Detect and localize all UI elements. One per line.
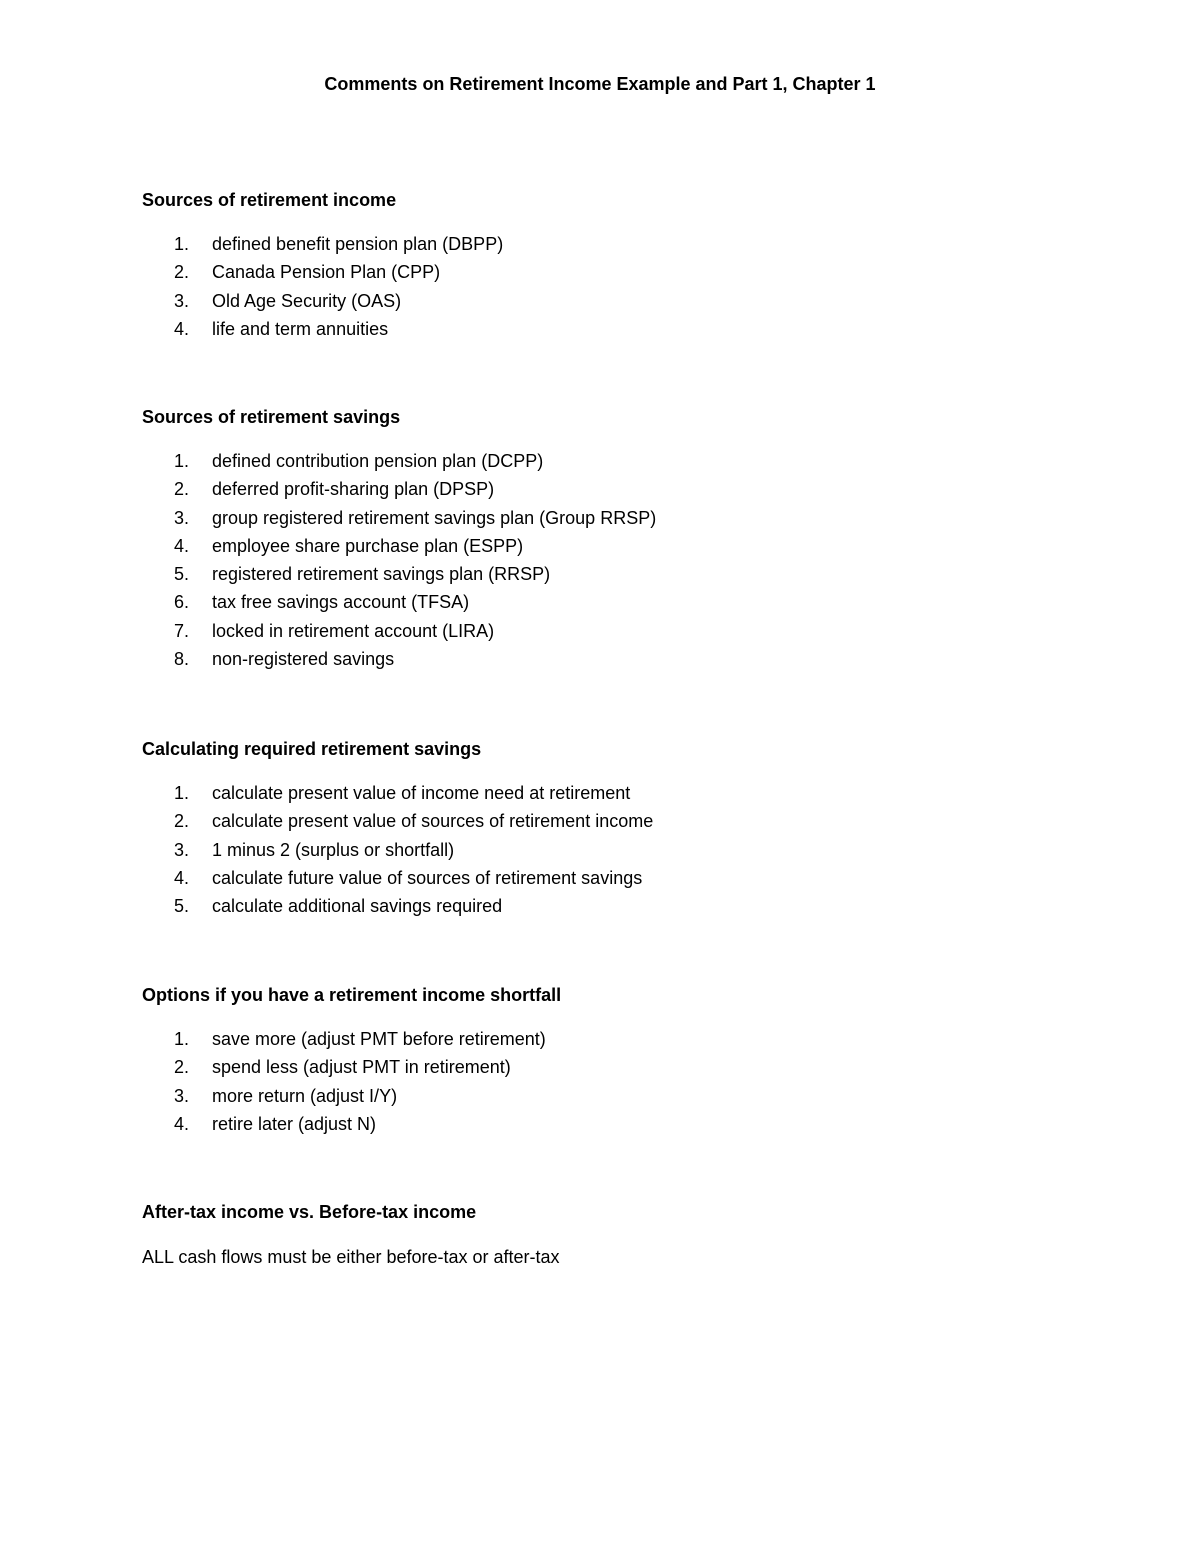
- list-item: [142, 781, 1102, 809]
- list-number: 3.: [174, 507, 190, 528]
- list-item: [142, 1084, 1102, 1112]
- list-text: more return (adjust I/Y): [212, 1085, 398, 1106]
- list-text: locked in retirement account (LIRA): [212, 620, 495, 641]
- list-number: 1.: [174, 1029, 190, 1049]
- list-text: Canada Pension Plan (CPP): [212, 262, 441, 283]
- section-retirement-income: [142, 188, 1102, 345]
- document-title: Comments on Retirement Income Example and Part 1, Chapter 1: [324, 74, 876, 94]
- list-item: [142, 894, 1102, 922]
- list-number: 5.: [174, 896, 190, 917]
- section-retirement-savings: [142, 405, 1102, 675]
- list-number: 2.: [174, 811, 190, 832]
- list-item: [142, 562, 1102, 590]
- list-text: group registered retirement savings plan (Group RRSP): [212, 507, 657, 528]
- numbered-list: [142, 1027, 1102, 1140]
- section-paragraph: ALL cash flows must be either before-tax or after-tax: [142, 1247, 560, 1267]
- list-number: 4.: [174, 1113, 190, 1134]
- list-number: 1.: [174, 783, 190, 803]
- section-heading: Sources of retirement income: [142, 190, 397, 210]
- section-heading: After-tax income vs. Before-tax income: [142, 1202, 477, 1222]
- list-text: calculate present value of sources of retirement income: [212, 811, 654, 832]
- list-item: [142, 619, 1102, 647]
- list-text: non-registered savings: [212, 649, 395, 670]
- list-item: [142, 838, 1102, 866]
- section-after-tax-income: [142, 1200, 1102, 1269]
- list-text: life and term annuities: [212, 318, 389, 339]
- section-heading: Calculating required retirement savings: [142, 739, 482, 759]
- list-text: spend less (adjust PMT in retirement): [212, 1057, 511, 1078]
- list-number: 2.: [174, 479, 190, 500]
- list-item: [142, 506, 1102, 534]
- list-item: [142, 260, 1102, 288]
- list-text: calculate additional savings required: [212, 896, 503, 917]
- list-text: calculate present value of income need at retirement: [212, 783, 631, 803]
- list-text: tax free savings account (TFSA): [212, 592, 470, 613]
- list-item: [142, 590, 1102, 618]
- list-number: 3.: [174, 290, 190, 311]
- list-item: [142, 534, 1102, 562]
- list-item: [142, 289, 1102, 317]
- list-text: employee share purchase plan (ESPP): [212, 535, 524, 556]
- list-number: 7.: [174, 620, 190, 641]
- section-calculating-savings: [142, 737, 1102, 922]
- section-heading: Sources of retirement savings: [142, 407, 401, 427]
- list-number: 4.: [174, 318, 190, 339]
- list-item: [142, 232, 1102, 260]
- list-text: Old Age Security (OAS): [212, 290, 402, 311]
- list-number: 2.: [174, 1057, 190, 1078]
- list-number: 5.: [174, 564, 190, 585]
- list-text: retire later (adjust N): [212, 1113, 377, 1134]
- list-item: [142, 1112, 1102, 1140]
- list-number: 8.: [174, 649, 190, 670]
- list-text: 1 minus 2 (surplus or shortfall): [212, 839, 455, 860]
- section-heading: Options if you have a retirement income shortfall: [142, 985, 562, 1005]
- list-item: [142, 809, 1102, 837]
- list-text: defined benefit pension plan (DBPP): [212, 234, 504, 254]
- list-text: registered retirement savings plan (RRSP): [212, 564, 551, 585]
- list-number: 1.: [174, 234, 190, 254]
- list-item: [142, 647, 1102, 675]
- list-item: [142, 866, 1102, 894]
- list-item: [142, 317, 1102, 345]
- list-text: deferred profit-sharing plan (DPSP): [212, 479, 495, 500]
- section-shortfall-options: [142, 983, 1102, 1140]
- list-text: defined contribution pension plan (DCPP): [212, 451, 544, 471]
- numbered-list: [142, 449, 1102, 675]
- list-number: 2.: [174, 262, 190, 283]
- list-text: calculate future value of sources of retirement savings: [212, 867, 643, 888]
- list-number: 3.: [174, 839, 190, 860]
- list-number: 1.: [174, 451, 190, 471]
- numbered-list: [142, 232, 1102, 345]
- list-item: [142, 1055, 1102, 1083]
- list-item: [142, 449, 1102, 477]
- list-number: 6.: [174, 592, 190, 613]
- numbered-list: [142, 781, 1102, 922]
- list-text: save more (adjust PMT before retirement): [212, 1029, 546, 1049]
- list-item: [142, 477, 1102, 505]
- list-item: [142, 1027, 1102, 1055]
- list-number: 4.: [174, 867, 190, 888]
- list-number: 3.: [174, 1085, 190, 1106]
- list-number: 4.: [174, 535, 190, 556]
